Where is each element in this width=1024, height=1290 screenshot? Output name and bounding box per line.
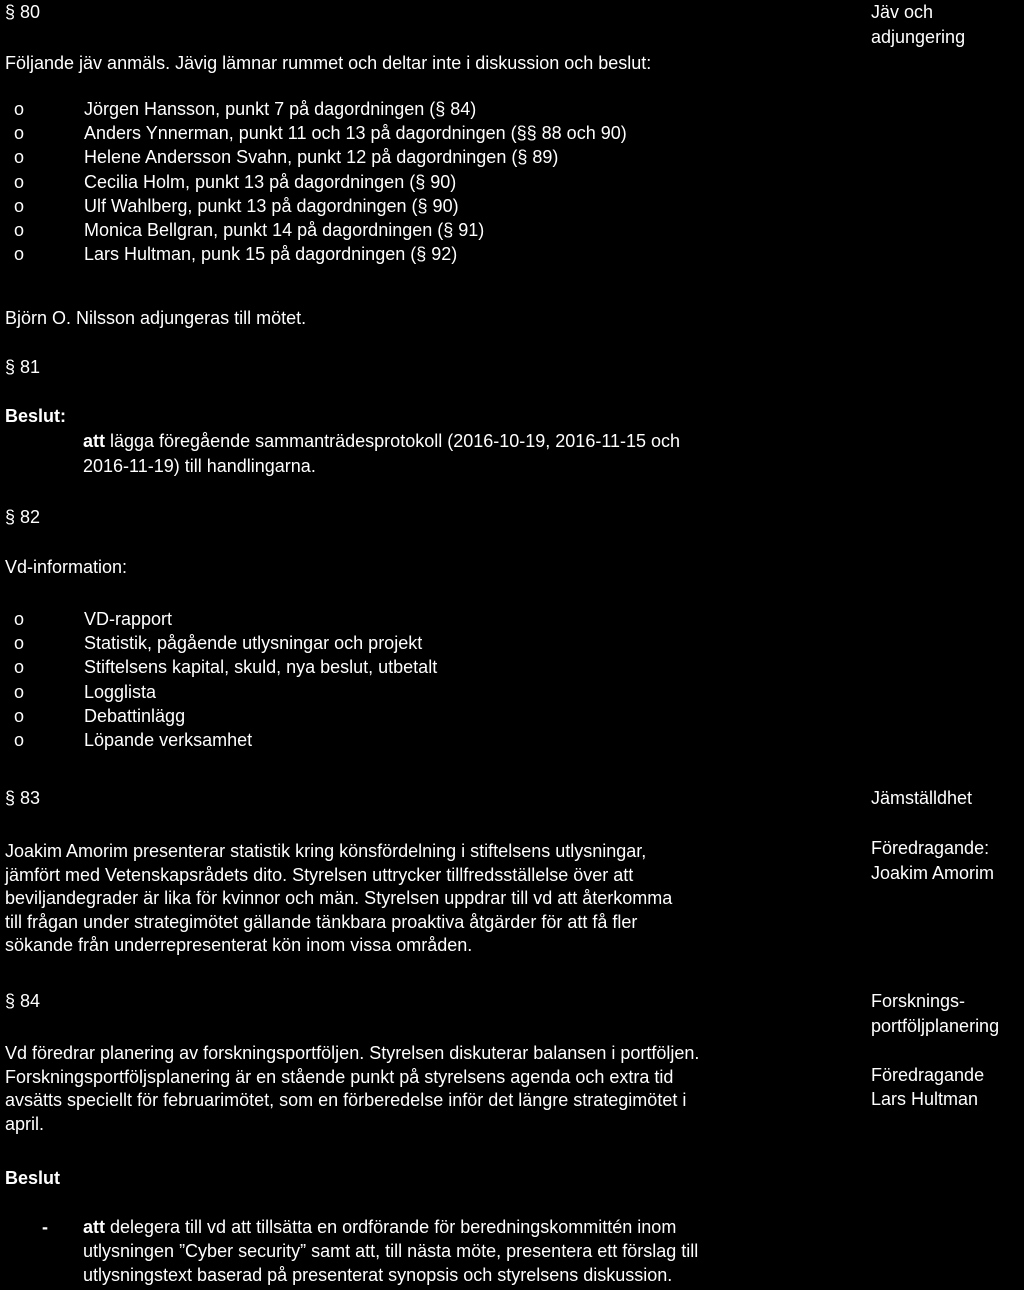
list-item: o Logglista <box>14 681 157 702</box>
section-82-heading: § 82 <box>5 507 41 527</box>
list-item: o Jörgen Hansson, punkt 7 på dagordningen (§ 84) <box>14 99 477 119</box>
section-80-intro: Följande jäv anmäls. Jävig lämnar rummet och deltar inte i diskussion och beslut: <box>5 53 652 73</box>
section-81-decision-line-2: 2016-11-19) till handlingarna. <box>83 456 316 476</box>
section-82-info-list <box>14 607 437 752</box>
section-84-paragraph: Vd föredrar planering av forskningsportföljen. Styrelsen diskuterar balansen i portföljen. Forskningsportföljsplanering är en stående punkt på styrelsens agenda och extra tid avsätts speciellt för februarimötet, som en förberedelse inför det längre strategimötet i april. <box>5 1043 700 1134</box>
list-item: o Ulf Wahlberg, punkt 13 på dagordningen (§ 90) <box>14 195 459 216</box>
list-item: o Debattinlägg <box>14 705 186 726</box>
section-84-decision-dash: - <box>42 1217 48 1237</box>
section-80-heading: § 80 <box>5 2 41 22</box>
section-84-presenter-label: Föredragande <box>871 1065 985 1085</box>
section-80-side-label-line-2: adjungering <box>871 27 966 47</box>
list-item: o Stiftelsens kapital, skuld, nya beslut, utbetalt <box>14 657 438 678</box>
section-81-decision-label: Beslut: <box>5 406 67 426</box>
section-80-conflict-list <box>14 97 627 266</box>
list-item: o Cecilia Holm, punkt 13 på dagordningen (§ 90) <box>14 171 457 192</box>
section-84-decision: att delegera till vd att tillsätta en ordförande för beredningskommittén inom utlysningen ”Cyber security” samt att, till nästa möte, presentera ett förslag till utlysningstext baserad på presenterat synopsis och styrelsens diskussion. <box>83 1217 699 1285</box>
section-84-heading: § 84 <box>5 991 41 1011</box>
list-item: o Anders Ynnerman, punkt 11 och 13 på dagordningen (§§ 88 och 90) <box>14 123 627 144</box>
section-83-side-title: Jämställdhet <box>871 788 973 808</box>
section-83-paragraph: Joakim Amorim presenterar statistik kring könsfördelning i stiftelsens utlysningar, jämfört med Vetenskapsrådets dito. Styrelsen uttrycker tillfredsställelse över att beviljandegrader är lika för kvinnor och män. Styrelsen uppdrar till vd att återkomma till frågan under strategimötet gällande tänkbara proaktiva åtgärder för att få fler sökande från underrepresenterat kön inom vissa områden. <box>5 841 673 955</box>
section-84-side-title-line-2: portföljplanering <box>871 1016 1000 1036</box>
list-item: o Helene Andersson Svahn, punkt 12 på dagordningen (§ 89) <box>14 147 559 168</box>
section-84-presenter-name: Lars Hultman <box>871 1089 979 1109</box>
list-item: o Statistik, pågående utlysningar och projekt <box>14 633 423 654</box>
list-item: o Löpande verksamhet <box>14 729 253 750</box>
section-82-label: Vd-information: <box>5 557 128 577</box>
section-84-side-title-line-1: Forsknings- <box>871 991 966 1011</box>
section-80-outro: Björn O. Nilsson adjungeras till mötet. <box>5 308 307 328</box>
section-84-decision-label: Beslut <box>5 1168 61 1188</box>
section-81-heading: § 81 <box>5 357 41 377</box>
list-item: o Lars Hultman, punk 15 på dagordningen (§ 92) <box>14 244 458 265</box>
section-83-presenter-name: Joakim Amorim <box>871 863 995 883</box>
section-80-side-label-line-1: Jäv och <box>871 2 934 22</box>
section-83-heading: § 83 <box>5 788 41 808</box>
list-item: o VD-rapport <box>14 609 173 629</box>
section-83-presenter-label: Föredragande: <box>871 838 990 858</box>
section-81-decision-line-1: att lägga föregående sammanträdesprotokoll (2016-10-19, 2016-11-15 och <box>83 431 681 451</box>
list-item: o Monica Bellgran, punkt 14 på dagordningen (§ 91) <box>14 219 485 240</box>
